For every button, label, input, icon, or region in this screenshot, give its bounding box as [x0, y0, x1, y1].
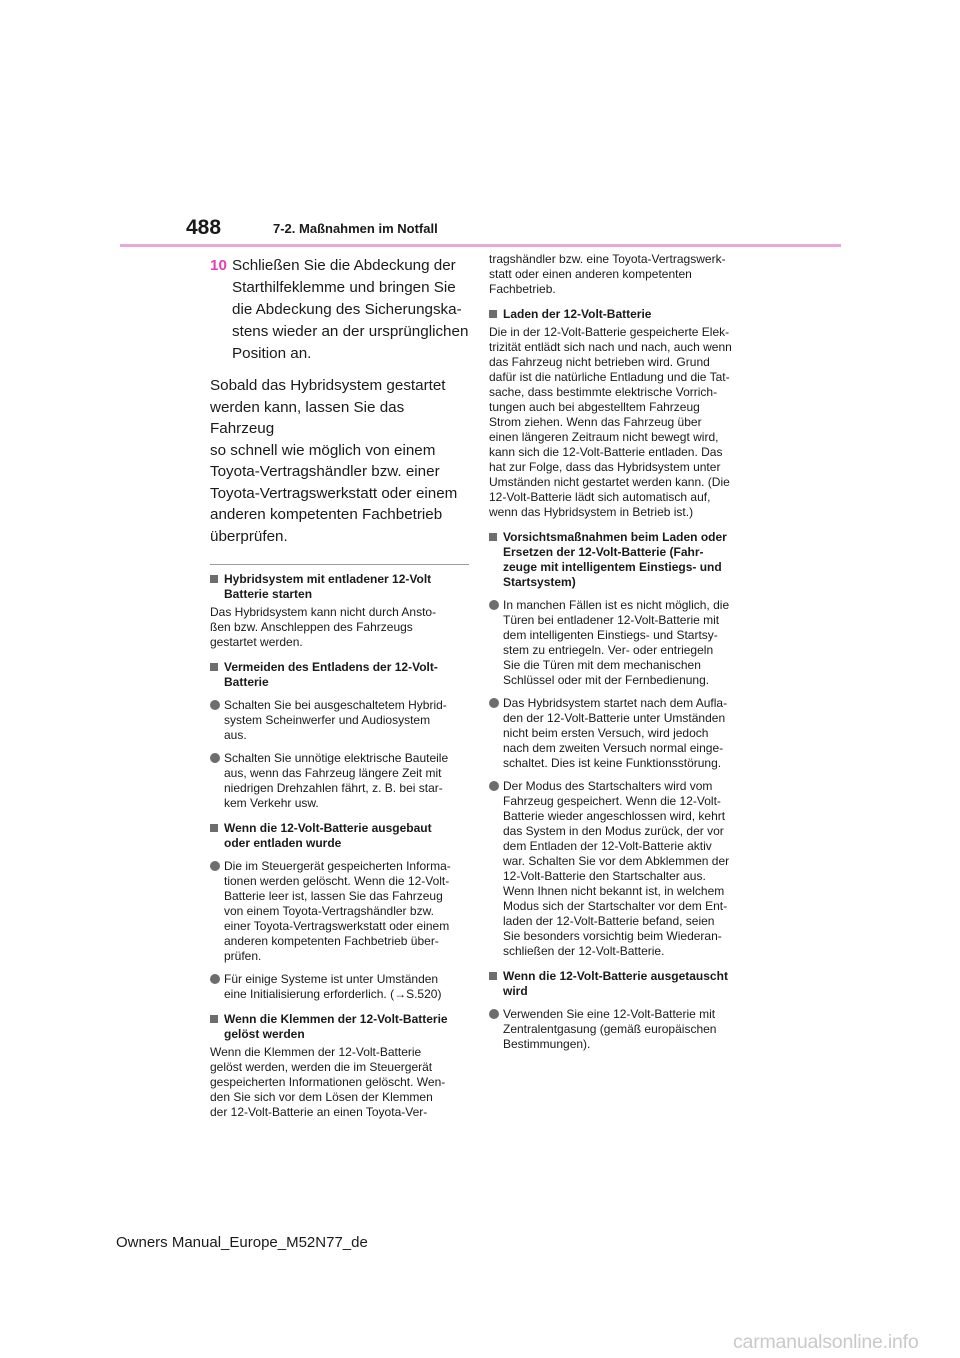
note-line: Batterie	[224, 675, 269, 689]
note-line: Das Hybridsystem startet nach dem Aufla-	[503, 696, 728, 710]
left-column	[210, 252, 469, 1120]
note-line: Zentralentgasung (gemäß europäischen	[503, 1022, 717, 1036]
right-notes	[489, 252, 751, 1052]
note-line: Batterie leer ist, lassen Sie das Fahrzeug	[224, 889, 443, 903]
note-paragraph	[489, 325, 751, 520]
note-line: Schlüssel oder mit der Fernbedienung.	[503, 673, 710, 687]
note-line: einer Toyota-Vertragswerkstatt oder einem	[224, 919, 450, 933]
note-line: Laden der 12-Volt-Batterie	[503, 307, 652, 321]
note-line: Wenn Ihnen nicht bekannt ist, in welchem	[503, 884, 725, 898]
step-line: Schließen Sie die Abdeckung der	[232, 257, 456, 274]
note-line: Für einige Systeme ist unter Umständen	[224, 972, 439, 986]
note-text	[503, 696, 727, 771]
note-line: den der 12-Volt-Batterie unter Umständen	[503, 711, 726, 725]
note-line: Batterie wieder angeschlossen wird, kehrt	[503, 809, 726, 823]
note-line: Wenn die Klemmen der 12-Volt-Batterie	[210, 1045, 422, 1059]
bullet-item	[489, 696, 751, 771]
note-line: nach dem zweiten Versuch normal einge-	[503, 741, 724, 755]
lead-paragraph	[210, 375, 469, 547]
note-line: niedrigen Drehzahlen fährt, z. B. bei star-	[224, 781, 443, 795]
note-text	[224, 698, 447, 743]
note-line: einen längeren Zeitraum nicht bewegt wird,	[489, 430, 719, 444]
left-notes	[210, 572, 469, 1120]
note-line: stem zu entriegeln. Ver- oder entriegeln	[503, 643, 714, 657]
note-text	[503, 779, 729, 959]
note-line: ßen bzw. Anschleppen des Fahrzeugs	[210, 620, 413, 634]
note-line: gestartet werden.	[210, 635, 303, 649]
note-line: tungen auch bei abgestelltem Fahrzeug	[489, 400, 700, 414]
note-line: von einem Toyota-Vertragshändler bzw.	[224, 904, 434, 918]
note-text	[224, 972, 441, 1002]
note-heading	[210, 660, 469, 690]
note-line: Sie die Türen mit dem mechanischen	[503, 658, 701, 672]
note-line: Türen bei entladener 12-Volt-Batterie mit	[503, 613, 720, 627]
square-bullet-icon	[210, 1015, 218, 1023]
note-line: gelöst werden, werden die im Steuergerät	[210, 1060, 433, 1074]
note-text	[503, 307, 651, 322]
bullet-item	[489, 1007, 751, 1052]
note-line: kann sich die 12-Volt-Batterie entladen. Das	[489, 445, 723, 459]
note-heading	[489, 530, 751, 590]
note-text	[224, 821, 432, 851]
page-number: 488	[186, 216, 222, 239]
lead-line: Toyota-Vertragshändler bzw. einer	[210, 463, 440, 480]
square-bullet-icon	[210, 663, 218, 671]
note-heading	[489, 969, 751, 999]
note-text	[503, 598, 729, 688]
note-line: Batterie starten	[224, 587, 313, 601]
note-text	[224, 572, 431, 602]
circle-bullet-icon	[210, 974, 220, 984]
note-line: war. Schalten Sie vor dem Abklemmen der	[503, 854, 730, 868]
note-line: Vermeiden des Entladens der 12-Volt-	[224, 660, 438, 674]
note-line: Fahrzeug gespeichert. Wenn die 12-Volt-	[503, 794, 721, 808]
note-line: 12-Volt-Batterie den Startschalter aus.	[503, 869, 706, 883]
note-line: anderen kompetenten Fachbetrieb über-	[224, 934, 439, 948]
bullet-item	[210, 698, 469, 743]
circle-bullet-icon	[489, 1009, 499, 1019]
step-text	[232, 255, 469, 365]
note-line: das Fahrzeug nicht betrieben wird. Grund	[489, 355, 710, 369]
note-line: nicht beim ersten Versuch, wird jedoch	[503, 726, 709, 740]
note-line: das System in den Modus zurück, der vor	[503, 824, 724, 838]
step-line: Starthilfeklemme und bringen Sie	[232, 279, 456, 296]
bullet-item	[210, 751, 469, 811]
note-heading	[210, 1012, 469, 1042]
note-heading	[489, 307, 751, 322]
note-line: aus.	[224, 728, 247, 742]
note-line: tragshändler bzw. eine Toyota-Vertragswerk-	[489, 252, 726, 266]
note-line: gespeicherten Informationen gelöscht. Wen-	[210, 1075, 446, 1089]
note-line: aus, wenn das Fahrzeug längere Zeit mit	[224, 766, 442, 780]
lead-line: Toyota-Vertragswerkstatt oder einem	[210, 484, 458, 502]
note-text	[503, 530, 727, 590]
note-line: den Sie sich vor dem Lösen der Klemmen	[210, 1090, 433, 1104]
note-paragraph	[489, 252, 751, 297]
square-bullet-icon	[489, 972, 497, 980]
note-line: statt oder einen anderen kompetenten	[489, 267, 692, 281]
note-line: prüfen.	[224, 949, 262, 963]
note-text	[224, 1012, 448, 1042]
note-line: system Scheinwerfer und Audiosystem	[224, 713, 431, 727]
note-line: Fachbetrieb.	[489, 282, 556, 296]
note-line: Umständen nicht gestartet werden kann. (Die	[489, 475, 730, 489]
lead-line: Sobald das Hybridsystem gestartet	[210, 377, 446, 394]
note-line: Hybridsystem mit entladener 12-Volt	[224, 572, 432, 586]
note-line: Ersetzen der 12-Volt-Batterie (Fahr-	[503, 545, 704, 559]
note-line: wird	[503, 984, 528, 998]
note-heading	[210, 821, 469, 851]
note-line: Der Modus des Startschalters wird vom	[503, 779, 713, 793]
note-line: trizität entlädt sich nach und nach, auch wenn	[489, 340, 732, 354]
note-heading	[210, 572, 469, 602]
note-line: wenn das Hybridsystem in Betrieb ist.)	[489, 505, 694, 519]
note-text	[224, 859, 451, 964]
note-text	[224, 660, 438, 690]
note-line: zeuge mit intelligentem Einstiegs- und	[503, 560, 722, 574]
note-line: schaltet. Dies ist keine Funktionsstörung.	[503, 756, 722, 770]
header-rule	[120, 244, 841, 247]
step-line: Position an.	[232, 345, 312, 362]
lead-line: werden kann, lassen Sie das Fahrzeug	[210, 398, 405, 437]
right-column	[489, 252, 751, 1052]
note-line: Bestimmungen).	[503, 1037, 591, 1051]
lead-line: anderen kompetenten Fachbetrieb	[210, 506, 443, 523]
note-line: hat zur Folge, dass das Hybridsystem unter	[489, 460, 721, 474]
section-title: 7-2. Maßnahmen im Notfall	[273, 221, 438, 236]
note-line: eine Initialisierung erforderlich. (→S.520)	[224, 987, 442, 1001]
circle-bullet-icon	[489, 698, 499, 708]
bullet-item	[210, 859, 469, 964]
note-line: oder entladen wurde	[224, 836, 342, 850]
step-line: stens wieder an der ursprünglichen	[232, 323, 469, 340]
square-bullet-icon	[489, 533, 497, 541]
note-text	[503, 1007, 716, 1052]
note-line: Wenn die 12-Volt-Batterie ausgebaut	[224, 821, 432, 835]
note-line: Modus sich der Startschalter vor dem Ent-	[503, 899, 728, 913]
circle-bullet-icon	[210, 700, 220, 710]
square-bullet-icon	[210, 824, 218, 832]
note-line: Vorsichtsmaßnahmen beim Laden oder	[503, 530, 727, 544]
circle-bullet-icon	[210, 861, 220, 871]
note-line: Verwenden Sie eine 12-Volt-Batterie mit	[503, 1007, 716, 1021]
step-number: 10	[210, 257, 227, 274]
note-line: schließen der 12-Volt-Batterie.	[503, 944, 665, 958]
lead-line: überprüfen.	[210, 527, 288, 545]
note-line: Wenn die 12-Volt-Batterie ausgetauscht	[503, 969, 728, 983]
note-line: dem intelligenten Einstiegs- und Startsy-	[503, 628, 718, 642]
note-text	[503, 969, 728, 999]
note-line: Strom ziehen. Wenn das Fahrzeug über	[489, 415, 702, 429]
note-line: Schalten Sie bei ausgeschaltetem Hybrid-	[224, 698, 447, 712]
note-line: tionen werden gelöscht. Wenn die 12-Volt-	[224, 874, 450, 888]
circle-bullet-icon	[489, 781, 499, 791]
note-line: kem Verkehr usw.	[224, 796, 319, 810]
note-line: dem Entladen der 12-Volt-Batterie aktiv	[503, 839, 712, 853]
note-line: gelöst werden	[224, 1027, 305, 1041]
note-line: Die im Steuergerät gespeicherten Informa-	[224, 859, 451, 873]
note-line: Die in der 12-Volt-Batterie gespeicherte Elek-	[489, 325, 730, 339]
section-divider	[210, 564, 469, 565]
step-10	[210, 255, 469, 365]
square-bullet-icon	[210, 575, 218, 583]
step-line: die Abdeckung des Sicherungska-	[232, 301, 462, 318]
note-line: Das Hybridsystem kann nicht durch Ansto-	[210, 605, 437, 619]
note-line: Startsystem)	[503, 575, 576, 589]
note-line: Schalten Sie unnötige elektrische Bauteile	[224, 751, 449, 765]
note-line: In manchen Fällen ist es nicht möglich, die	[503, 598, 730, 612]
note-text	[224, 751, 448, 811]
circle-bullet-icon	[210, 753, 220, 763]
square-bullet-icon	[489, 310, 497, 318]
circle-bullet-icon	[489, 600, 499, 610]
note-line: sache, dass bestimmte elektrische Vorrich-	[489, 385, 718, 399]
note-line: 12-Volt-Batterie lädt sich automatisch auf,	[489, 490, 711, 504]
note-paragraph	[210, 1045, 469, 1120]
note-line: dafür ist die natürliche Entladung und die Tat-	[489, 370, 730, 384]
note-line: Sie besonders vorsichtig beim Wiederan-	[503, 929, 722, 943]
bullet-item	[210, 972, 469, 1002]
bullet-item	[489, 779, 751, 959]
note-paragraph	[210, 605, 469, 650]
note-line: laden der 12-Volt-Batterie befand, seien	[503, 914, 715, 928]
watermark: carmanualsonline.info	[733, 1331, 919, 1353]
bullet-item	[489, 598, 751, 688]
lead-line: so schnell wie möglich von einem	[210, 441, 436, 459]
note-line: Wenn die Klemmen der 12-Volt-Batterie	[224, 1012, 448, 1026]
footer-text: Owners Manual_Europe_M52N77_de	[116, 1234, 368, 1251]
note-line: der 12-Volt-Batterie an einen Toyota-Ver-	[210, 1105, 428, 1119]
